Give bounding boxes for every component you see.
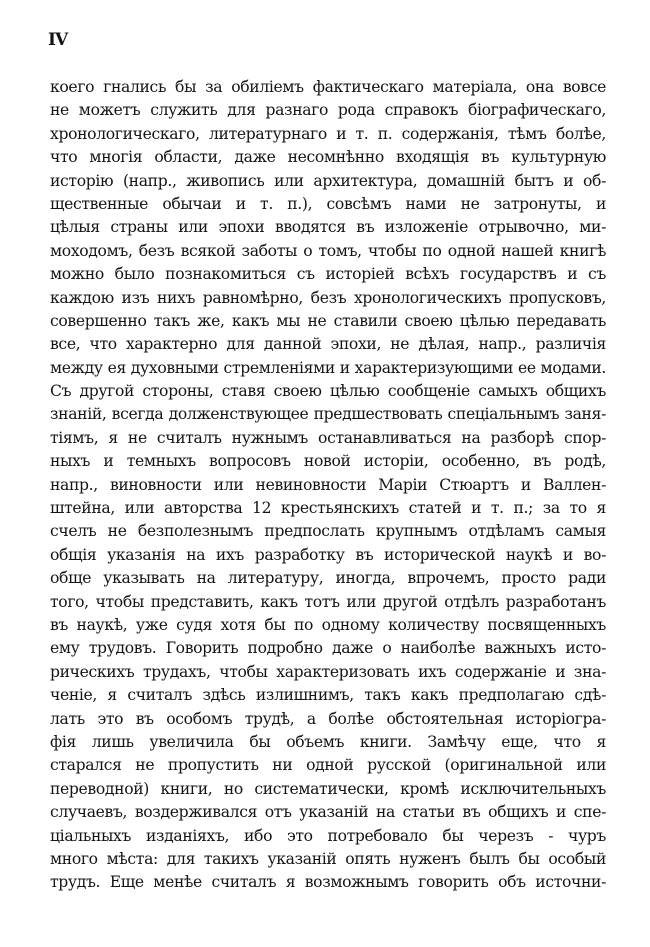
text-line: что многія области, даже несомнѣнно входящія въ культурную: [50, 148, 606, 167]
text-line: трудъ. Еще менѣе считалъ я возможнымъ говорить объ источни-: [50, 873, 606, 892]
text-line: случаевъ, воздерживался отъ указаній на статьи въ общихъ и спе-: [50, 803, 606, 822]
text-line: исторію (напр., живопись или архитектура, домашній бытъ и об-: [50, 171, 606, 190]
text-line: Съ другой стороны, ставя своею цѣлью сообщеніе самыхъ общихъ: [50, 382, 606, 401]
text-line: ему трудовъ. Говорить подробно даже о наиболѣе важныхъ исто-: [50, 639, 606, 658]
text-line: фія лишь увеличила бы объемъ книги. Замѣчу еще, что я: [50, 732, 606, 751]
text-line: ныхъ и темныхъ вопросовъ новой исторіи, особенно, въ родѣ,: [50, 452, 606, 471]
text-line: счелъ не безполезнымъ предпослать крупнымъ отдѣламъ самыя: [50, 522, 606, 541]
text-line: обще указывать на литературу, иногда, впрочемъ, просто ради: [50, 569, 606, 588]
text-line: старался не пропустить ни одной русской (оригинальной или: [50, 756, 606, 775]
text-line: много мѣста: для такихъ указаній опять нуженъ былъ бы особый: [50, 849, 606, 868]
text-line: общія указанія на ихъ разработку въ исторической наукѣ и во-: [50, 545, 606, 564]
text-line: не можетъ служить для разнаго рода справокъ біографическаго,: [50, 101, 606, 120]
text-line: совершенно такъ же, какъ мы не ставили своею цѣлью передавать: [50, 311, 606, 330]
text-line: щественные обычаи и т. п.), совсѣмъ нами не затронуты, и: [50, 194, 606, 213]
text-line: ціальныхъ изданіяхъ, ибо это потребовало бы черезъ - чуръ: [50, 826, 606, 845]
page-number: IV: [48, 30, 68, 50]
text-line: коего гнались бы за обиліемъ фактическаго матеріала, она вовсе: [50, 78, 606, 96]
text-line: цѣлыя страны или эпохи вводятся въ изложеніе отрывочно, ми-: [50, 218, 606, 237]
text-line: между ея духовными стремленіями и характеризующими ее модами.: [50, 358, 606, 377]
text-line: моходомъ, безъ всякой заботы о томъ, чтобы по одной нашей книгѣ: [50, 241, 606, 260]
text-line: лать это въ особомъ трудѣ, а болѣе обстоятельная исторіогра-: [50, 709, 606, 728]
text-line: напр., виновности или невиновности Маріи Стюартъ и Валлен-: [50, 475, 606, 494]
text-line: все, что характерно для данной эпохи, не дѣлая, напр., различія: [50, 335, 606, 354]
body-text: [50, 76, 606, 895]
text-line: тіямъ, я не считалъ нужнымъ останавливаться на разборѣ спор-: [50, 428, 606, 447]
text-line: можно было познакомиться съ исторіей всѣхъ государствъ и съ: [50, 265, 606, 284]
text-line: въ наукѣ, уже судя хотя бы по одному количеству посвященныхъ: [50, 615, 606, 634]
text-line: каждою изъ нихъ равномѣрно, безъ хронологическихъ пропусковъ,: [50, 288, 606, 307]
text-line: знаній, всегда долженствующее предшествовать спеціальнымъ заня-: [50, 405, 606, 424]
text-line: хронологическаго, литературнаго и т. п. содержанія, тѣмъ болѣе,: [50, 124, 606, 143]
text-line: рическихъ трудахъ, чтобы характеризовать ихъ содержаніе и зна-: [50, 662, 606, 681]
text-line: переводной) книги, но систематически, кромѣ исключительныхъ: [50, 779, 606, 798]
text-line: штейна, или авторства 12 крестьянскихъ статей и т. п.; за то я: [50, 499, 606, 518]
text-line: того, чтобы представить, какъ тотъ или другой отдѣлъ разработанъ: [50, 592, 606, 611]
text-line: ченіе, я считалъ здѣсь излишнимъ, такъ какъ предполагаю сдѣ-: [50, 686, 606, 705]
